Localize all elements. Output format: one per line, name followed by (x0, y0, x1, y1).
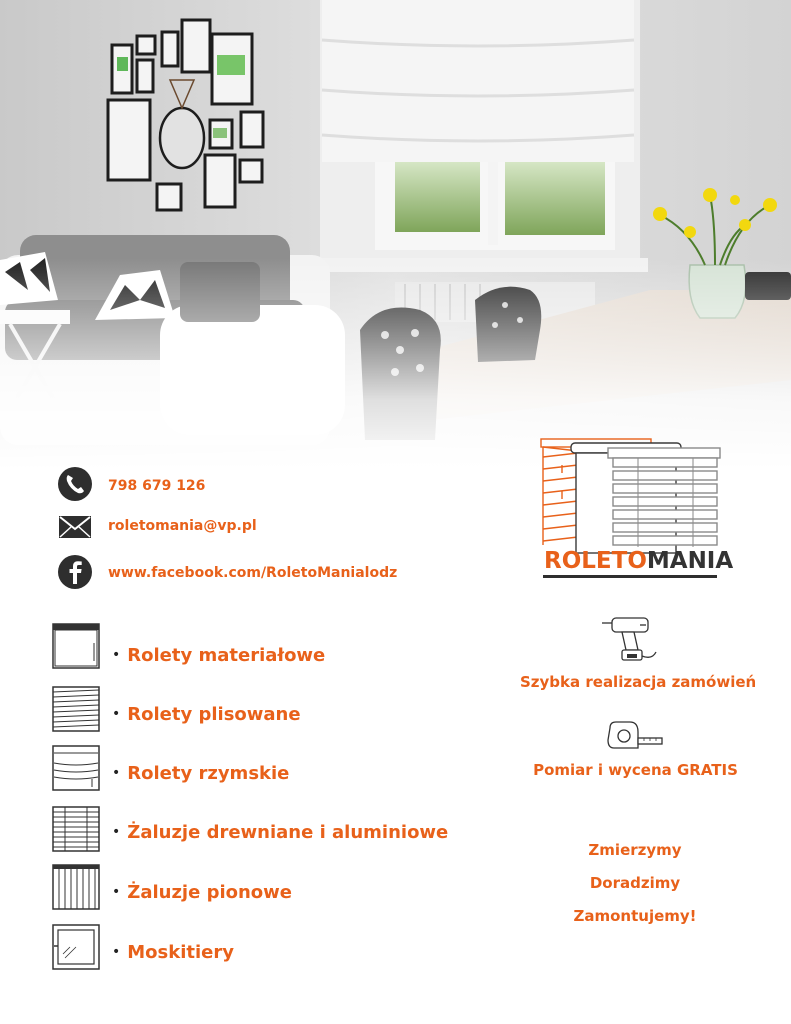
product-label: Żaluzje drewniane i aluminiowe (127, 822, 449, 843)
facebook-link[interactable]: www.facebook.com/RoletoManialodz (108, 565, 398, 581)
brand-name-part1: ROLETO (544, 548, 647, 574)
phone-icon (57, 466, 93, 502)
slogan-measure: Zmierzymy (588, 841, 682, 859)
feature-free-measurement: Pomiar i wycena GRATIS (533, 761, 738, 779)
hero-interior-photo (0, 0, 791, 470)
product-item-fabric-blinds[interactable]: • Rolety materiałowe (112, 645, 326, 666)
drill-icon (600, 612, 660, 664)
slogan-advise: Doradzimy (589, 874, 681, 892)
product-item-pleated-blinds[interactable]: • Rolety plisowane (112, 704, 301, 725)
product-label: Moskitiery (127, 942, 234, 963)
product-item-vertical-blinds[interactable]: • Żaluzje pionowe (112, 882, 293, 903)
feature-fast-delivery: Szybka realizacja zamówień (520, 673, 757, 691)
product-item-venetian-blinds[interactable]: • Żaluzje drewniane i aluminiowe (112, 822, 449, 843)
brand-underline (543, 575, 717, 578)
facebook-icon (57, 554, 93, 590)
vertical-blind-icon (52, 864, 100, 910)
product-label: Rolety materiałowe (127, 645, 326, 666)
pleated-blind-icon (52, 686, 100, 732)
roman-blind-icon (52, 745, 100, 791)
product-label: Rolety rzymskie (127, 763, 290, 784)
venetian-blind-icon (52, 806, 100, 852)
email-address[interactable]: roletomania@vp.pl (108, 518, 257, 534)
envelope-icon (57, 508, 93, 544)
product-item-mosquito-nets[interactable]: • Moskitiery (112, 942, 234, 963)
product-label: Żaluzje pionowe (127, 882, 293, 903)
tape-measure-icon (604, 718, 666, 758)
fabric-roller-blind-icon (52, 623, 100, 669)
phone-number[interactable]: 798 679 126 (108, 478, 206, 494)
product-item-roman-blinds[interactable]: • Rolety rzymskie (112, 763, 290, 784)
brand-wordmark (544, 548, 733, 574)
slogan-install: Zamontujemy! (573, 907, 697, 925)
brand-name-part2: MANIA (646, 548, 734, 574)
product-label: Rolety plisowane (127, 704, 301, 725)
mosquito-net-icon (52, 924, 100, 970)
